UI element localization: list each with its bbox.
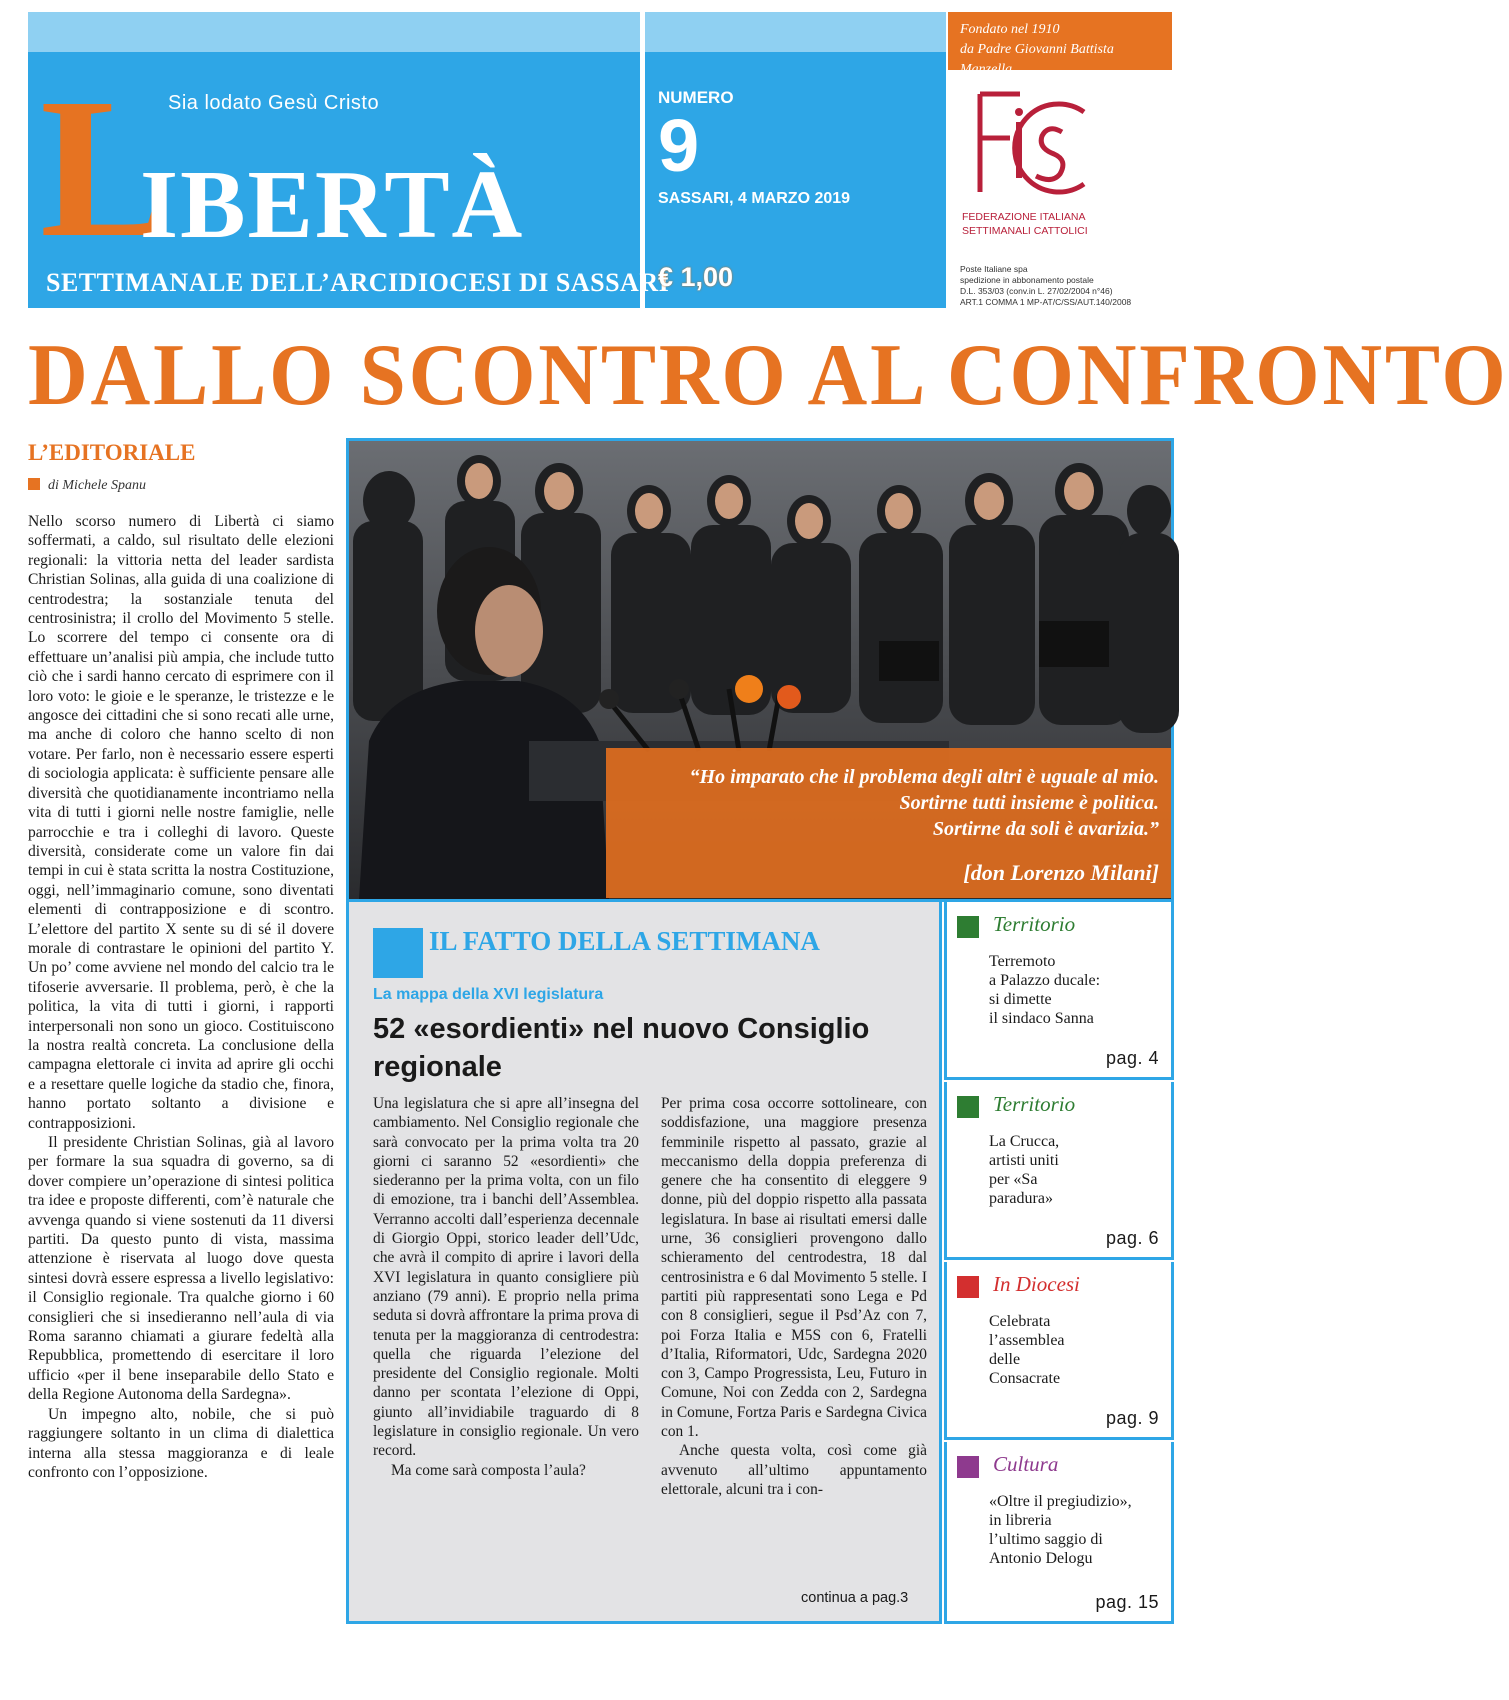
sidebar-teaser-line: si dimette <box>989 991 1052 1008</box>
issue-number: 9 <box>658 104 700 187</box>
sidebar-teaser-line: Antonio Delogu <box>989 1550 1093 1567</box>
fatto-kicker: La mappa della XVI legislatura <box>373 986 604 1003</box>
masthead-divider <box>640 12 645 308</box>
masthead-top-strip <box>28 12 946 52</box>
sidebar-teaser-line: La Crucca, <box>989 1133 1060 1150</box>
sidebar-teaser-line: paradura» <box>989 1190 1053 1207</box>
sidebar-teaser-line: l’assemblea <box>989 1332 1065 1349</box>
sidebar-teaser-line: il sindaco Sanna <box>989 1010 1094 1027</box>
sidebar-teaser-line: a Palazzo ducale: <box>989 972 1101 989</box>
category-marker-icon <box>957 1276 979 1298</box>
editorial-paragraph: Il presidente Christian Solinas, già al lavoro per formare la sua squadra di governo, sa di dover compiere un’operazione di sintesi politica tra idee e proposte differenti, com’è naturale che avvenga quando si viene sostenuti da 11 diversi partiti. Da questo punto di vista, massima attenzione è riservata al luogo dove questa sintesi dovrà essere espressa a livello legislativo: il Consiglio regionale. Tra qualche giorno i 60 consiglieri che si insedieranno nell’aula di via Roma saranno chiamati a giurare fedeltà alla Repubblica, promettendo di esercitare il loro ufficio «per il bene inseparabile dello Stato e della Regione Autonoma della Sardegna». <box>28 1134 334 1404</box>
sidebar-teaser-line: Terremoto <box>989 953 1056 970</box>
sidebar-item-cultura[interactable] <box>944 1442 1174 1624</box>
category-marker-icon <box>957 1456 979 1478</box>
editorial-body <box>28 512 334 1632</box>
editorial-author-name: di Michele Spanu <box>48 478 146 493</box>
sidebar-category: Territorio <box>993 912 1076 936</box>
fisc-logo <box>948 80 1172 250</box>
fisc-caption <box>962 210 1088 238</box>
sidebar-teaser-line: l’ultimo saggio di <box>989 1531 1103 1548</box>
founded-banner <box>948 12 1172 77</box>
masthead-motto: Sia lodato Gesù Cristo <box>168 92 380 114</box>
sidebar-category: In Diocesi <box>993 1272 1080 1296</box>
fatto-column-1 <box>373 1094 639 1480</box>
section-marker-icon <box>373 928 423 978</box>
sidebar-teaser-line: Consacrate <box>989 1370 1061 1387</box>
sidebar-teaser <box>989 952 1161 1028</box>
fisc-caption-line-2: SETTIMANALI CATTOLICI <box>962 225 1088 237</box>
fatto-section-title: IL FATTO DELLA SETTIMANA <box>429 926 820 956</box>
editorial-label: L’EDITORIALE <box>28 440 196 465</box>
sidebar-teaser-line: delle <box>989 1351 1021 1368</box>
postal-line: ART.1 COMMA 1 MP-AT/C/SS/AUT.140/2008 <box>960 297 1132 307</box>
quote-author: [don Lorenzo Milani] <box>963 860 1159 885</box>
sidebar-item-in-diocesi[interactable] <box>944 1262 1174 1440</box>
logo-title: IBERTÀ <box>140 151 525 259</box>
fatto-paragraph: Ma come sarà composta l’aula? <box>391 1461 586 1479</box>
postal-line: spedizione in abbonamento postale <box>960 275 1094 285</box>
continua-link[interactable]: continua a pag.3 <box>801 1590 909 1606</box>
fatto-paragraph: Per prima cosa occorre sottolineare, con soddisfazione, una maggiore presenza femminile rispetto al passato, grazie al meccanismo della doppia preferenza di genere che ha consentito di eleggere 9 donne, più del doppio rispetto alla passata legislatura. In base ai risultati emersi dalle urne, 36 consiglieri provengono dallo schieramento del centrodestra, 18 dal centrosinistra e 6 dal Movimento 5 stelle. I partiti più rappresentati sono Lega e Pd con 8 consiglieri, segue il Psd’Az con 7, poi Forza Italia e M5S con 6, Fratelli d’Italia, Riformatori, Udc, Sardegna 2020 con 3, Campo Progressista, Leu, Futuro in Comune, Noi con Zedda con 2, Sardegna in Comune, Fortza Paris e Sardegna Civica con 1. <box>661 1095 927 1441</box>
sidebar-category: Territorio <box>993 1092 1076 1116</box>
category-marker-icon <box>957 916 979 938</box>
sidebar-page-ref: pag. 9 <box>1105 1408 1159 1428</box>
postal-line: D.L. 353/03 (conv.in L. 27/02/2004 n°46) <box>960 286 1113 296</box>
postal-line: Poste Italiane spa <box>960 264 1028 274</box>
quote-box <box>606 748 1171 898</box>
sidebar-teaser <box>989 1492 1161 1568</box>
quote-line: “Ho imparato che il problema degli altri è uguale al mio. <box>689 766 1159 788</box>
sidebar-item-territorio-crucca[interactable] <box>944 1082 1174 1260</box>
sidebar-item-territorio-terremoto[interactable] <box>944 902 1174 1080</box>
fatto-column-2 <box>661 1094 927 1499</box>
sidebar-teaser-line: Celebrata <box>989 1313 1051 1330</box>
founded-line-1: Fondato nel 1910 <box>960 22 1060 37</box>
author-marker-icon <box>28 478 40 490</box>
sidebar-teaser <box>989 1132 1161 1208</box>
main-headline: DALLO SCONTRO AL CONFRONTO <box>28 327 1509 424</box>
logo-initial: L <box>40 58 174 279</box>
founded-line-2: da Padre Giovanni Battista Manzella <box>960 42 1114 77</box>
masthead <box>28 12 946 308</box>
issue-label: NUMERO <box>658 88 734 107</box>
quote-line: Sortirne da soli è avarizia.” <box>932 818 1159 840</box>
sidebar-teaser-line: «Oltre il pregiudizio», <box>989 1493 1132 1510</box>
issue-date: SASSARI, 4 MARZO 2019 <box>658 190 851 207</box>
masthead-subtitle: SETTIMANALE DELL’ARCIDIOCESI DI SASSARI <box>46 268 670 297</box>
quote-line: Sortirne tutti insieme è politica. <box>899 792 1159 814</box>
issue-price: € 1,00 <box>658 262 734 292</box>
postal-info <box>960 264 1180 308</box>
editorial-paragraph: Nello scorso numero di Libertà ci siamo soffermati, a caldo, sul risultato delle elezioni regionali: la vittoria netta del leader sardista Christian Solinas, alla guida di una coalizione di centrodestra; la sostanziale tenuta del centrosinistra; il crollo del Movimento 5 stelle. Lo scorrere del tempo ci consente ora di effettuare un’analisi più ampia, che include tutto ciò che i sardi hanno cercato di esprimere con il loro voto: le gioie e le speranze, le tristezze e le angosce dei cittadini che si sono recati alle urne, ma anche di coloro che hanno scelto di non votare. Per farlo, non è necessario essere esperti di sociologia applicata: è sufficiente pensare alle diversità che quotidianamente incontriamo nella vita di tutti i giorni nelle nostre famiglie, nelle parrocchie e tra i colleghi di lavoro. Queste diversità, considerate come un valore fin dai tempi in cui è stata scritta la nostra Costituzione, oggi, nell’immaginario comune, sono diventati elementi di contrapposizione e di scontro. L’elettore del partito X sente su di sé il dovere morale di contrastare le opinioni del partito Y. Un po’ come avviene nel mondo del calcio tra le tifoserie avversarie. Il problema, però, è che la politica, la vita di tutti i giorni, i rapporti interpersonali non sono un gioco. Costituiscono la nostra realtà concreta. La conclusione della campagna elettorale ci invita ad aprire gli occhi e a resettare quelle logiche da stadio che, finora, hanno portato soltanto a divisione e contrapposizioni. <box>28 513 334 1132</box>
sidebar-page-ref: pag. 4 <box>1105 1048 1159 1068</box>
sidebar-page-ref: pag. 6 <box>1105 1228 1159 1248</box>
sidebar-category: Cultura <box>993 1452 1059 1476</box>
category-marker-icon <box>957 1096 979 1118</box>
sidebar-teaser-line: per «Sa <box>989 1171 1038 1188</box>
fatto-headline: 52 «esordienti» nel nuovo Consiglio regionale <box>373 1013 870 1083</box>
fatto-paragraph: Una legislatura che si apre all’insegna del cambiamento. Nel Consiglio regionale che sarà convocato per la prima volta tra 20 giorni ci saranno 52 «esordienti» che siederanno per la prima volta, con un filo di emozione, tra i banchi dell’Assemblea. Verranno accolti dall’esperienza decennale di Giorgio Oppi, storico leader dell’Udc, che avrà il compito di aprire i lavori della XVI legislatura in quanto consigliere più anziano (79 anni). E proprio nella prima seduta si dovrà affrontare la prima prova di tenuta per la maggioranza di centrodestra: quella che riguarda l’elezione del presidente del Consiglio regionale. Molti danno per scontata l’elezione di Oppi, giunto all’invidiabile traguardo di 8 legislature in consiglio regionale. Un vero record. <box>373 1095 639 1460</box>
fatto-paragraph: Anche questa volta, così come già avvenuto all’ultimo appuntamento elettorale, alcuni tra i con- <box>661 1442 927 1498</box>
sidebar-page-ref: pag. 15 <box>1095 1592 1159 1612</box>
editorial-author <box>28 478 146 494</box>
sidebar-teaser <box>989 1312 1161 1388</box>
fisc-logo-icon <box>956 80 1096 208</box>
editorial-paragraph: Un impegno alto, nobile, che si può raggiungere soltanto in un clima di dialettica interna alla stessa maggioranza e di leale confronto con l’opposizione. <box>28 1405 334 1481</box>
fatto-della-settimana <box>346 902 942 1624</box>
fisc-caption-line-1: FEDERAZIONE ITALIANA <box>962 211 1086 223</box>
sidebar-teaser-line: in libreria <box>989 1512 1052 1529</box>
sidebar-teaser-line: artisti uniti <box>989 1152 1059 1169</box>
